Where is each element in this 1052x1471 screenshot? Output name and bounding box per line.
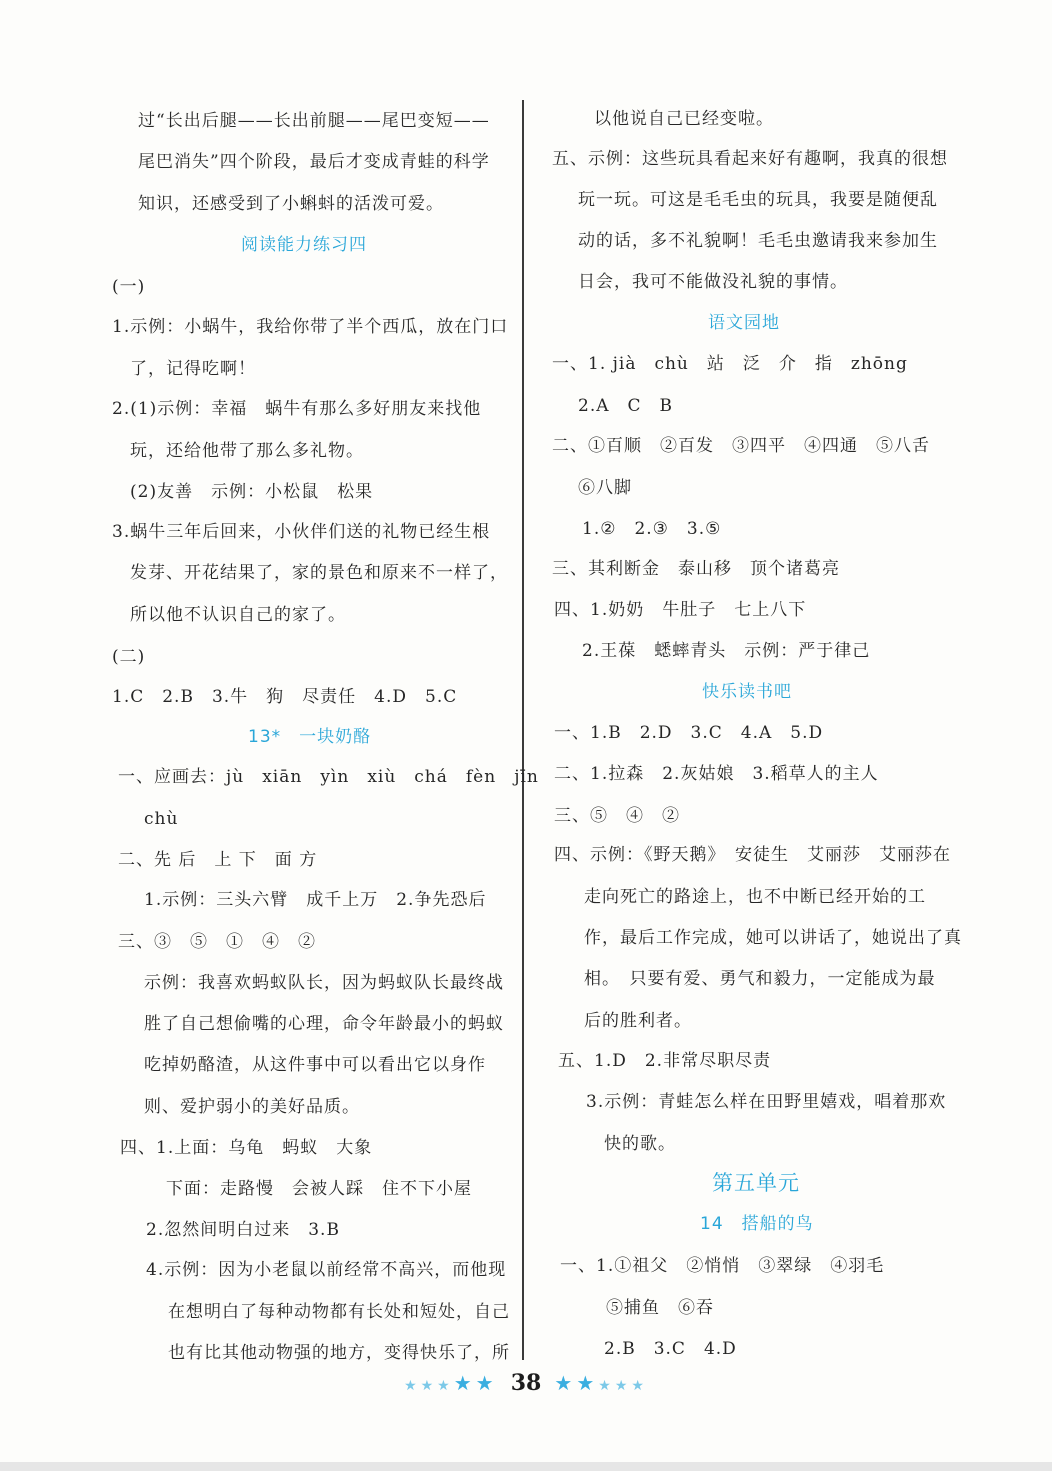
text-line: 玩一玩。可这是毛毛虫的玩具，我要是随便乱 [578, 190, 938, 210]
text-line: 胜了自己想偷嘴的心理，命令年龄最小的蚂蚁 [144, 1014, 504, 1034]
text-line: 相。 只要有爱、勇气和毅力，一定能成为最 [584, 969, 936, 989]
text-line: 二、1.拉森 2.灰姑娘 3.稻草人的主人 [554, 764, 879, 784]
text-line: 发芽、开花结果了，家的景色和原来不一样了， [130, 563, 508, 583]
text-line: 三、③ ⑤ ① ④ ② [118, 932, 316, 952]
text-line: 快的歌。 [604, 1134, 676, 1154]
text-line: (二) [112, 647, 146, 667]
text-line: (2)友善 示例：小松鼠 松果 [130, 482, 374, 502]
text-line: 4.示例：因为小老鼠以前经常不高兴，而他现 [146, 1260, 507, 1280]
text-line: chù [144, 809, 179, 829]
text-line: 2.A C B [578, 396, 673, 416]
text-line: 一、1.①祖父 ②悄悄 ③翠绿 ④羽毛 [560, 1256, 885, 1276]
text-line: 四、示例：《野天鹅》 安徒生 艾丽莎 艾丽莎在 [554, 845, 951, 865]
text-line: 一、1.B 2.D 3.C 4.A 5.D [554, 723, 824, 743]
text-line: 四、1.奶奶 牛肚子 七上八下 [554, 600, 807, 620]
lesson-heading: 14 搭船的鸟 [700, 1214, 814, 1234]
text-line: (一) [112, 277, 146, 297]
text-line: 玩，还给他带了那么多礼物。 [130, 441, 364, 461]
text-line: 作，最后工作完成，她可以讲话了，她说出了真 [584, 928, 962, 948]
text-line: 知识，还感受到了小蝌蚪的活泼可爱。 [138, 194, 444, 214]
text-line: 吃掉奶酪渣，从这件事中可以看出它以身作 [144, 1055, 486, 1075]
text-line: 走向死亡的路途上，也不中断已经开始的工 [584, 887, 926, 907]
text-line: 1.② 2.③ 3.⑤ [582, 519, 722, 539]
text-line: 二、①百顺 ②百发 ③四平 ④四通 ⑤八舌 [552, 436, 930, 456]
section-heading: 阅读能力练习四 [241, 235, 367, 255]
text-line: 示例：我喜欢蚂蚁队长，因为蚂蚁队长最终战 [144, 973, 504, 993]
unit-title: 第五单元 [712, 1171, 800, 1195]
text-line: 1.示例：小蜗牛，我给你带了半个西瓜，放在门口 [112, 317, 509, 337]
text-line: 2.王葆 蟋蟀青头 示例：严于律己 [582, 641, 871, 661]
text-line: 以他说自己已经变啦。 [594, 109, 774, 129]
text-line: 1.C 2.B 3.牛 狗 尽责任 4.D 5.C [112, 687, 458, 707]
text-line: 后的胜利者。 [584, 1011, 692, 1031]
text-line: 2.(1)示例：幸福 蜗牛有那么多好朋友来找他 [112, 399, 482, 419]
text-line: 四、1.上面：乌龟 蚂蚁 大象 [120, 1138, 373, 1158]
text-line: 二、先 后 上 下 面 方 [118, 850, 318, 870]
scan-edge [0, 1462, 1052, 1471]
page-number: 38 [510, 1370, 542, 1396]
star-decoration-left-icon: ★★★★★ [404, 1371, 498, 1395]
text-line: 动的话，多不礼貌啊！毛毛虫邀请我来参加生 [578, 231, 938, 251]
text-line: ⑤捕鱼 ⑥吞 [606, 1298, 714, 1318]
text-line: 2.B 3.C 4.D [604, 1339, 737, 1359]
column-divider [522, 100, 524, 1360]
text-line: 所以他不认识自己的家了。 [130, 605, 346, 625]
text-line: 2.忽然间明白过来 3.B [146, 1220, 340, 1240]
text-line: 三、其利断金 泰山移 顶个诸葛亮 [552, 559, 840, 579]
text-line: 3.示例：青蛙怎么样在田野里嬉戏，唱着那欢 [586, 1092, 947, 1112]
page-footer [0, 1370, 1052, 1400]
text-line: 了，记得吃啊！ [130, 359, 256, 379]
text-line: 1.示例：三头六臂 成千上万 2.争先恐后 [144, 890, 487, 910]
text-line: 下面：走路慢 会被人踩 住不下小屋 [166, 1179, 472, 1199]
text-line: 在想明白了每种动物都有长处和短处，自己 [168, 1302, 510, 1322]
text-line: 也有比其他动物强的地方，变得快乐了，所 [168, 1343, 510, 1363]
text-line: ⑥八脚 [578, 478, 632, 498]
text-line: 过“长出后腿——长出前腿——尾巴变短—— [138, 111, 490, 131]
lesson-heading: 13* 一块奶酪 [248, 727, 372, 747]
text-line: 五、示例：这些玩具看起来好有趣啊，我真的很想 [552, 149, 948, 169]
text-line: 日会，我可不能做没礼貌的事情。 [578, 272, 848, 292]
text-line: 五、1.D 2.非常尽职尽责 [558, 1051, 772, 1071]
text-line: 则、爱护弱小的美好品质。 [144, 1097, 360, 1117]
text-line: 一、应画去：jù xiān yìn xiù chá fèn jīn [118, 767, 539, 787]
text-line: 尾巴消失”四个阶段，最后才变成青蛙的科学 [138, 152, 490, 172]
star-decoration-right-icon: ★★★★★ [554, 1371, 648, 1395]
section-heading: 快乐读书吧 [702, 682, 792, 702]
text-line: 一、1. jià chù 站 泛 介 指 zhōng [552, 354, 908, 374]
text-line: 3.蜗牛三年后回来，小伙伴们送的礼物已经生根 [112, 522, 491, 542]
section-heading: 语文园地 [708, 313, 780, 333]
text-line: 三、⑤ ④ ② [554, 806, 680, 826]
